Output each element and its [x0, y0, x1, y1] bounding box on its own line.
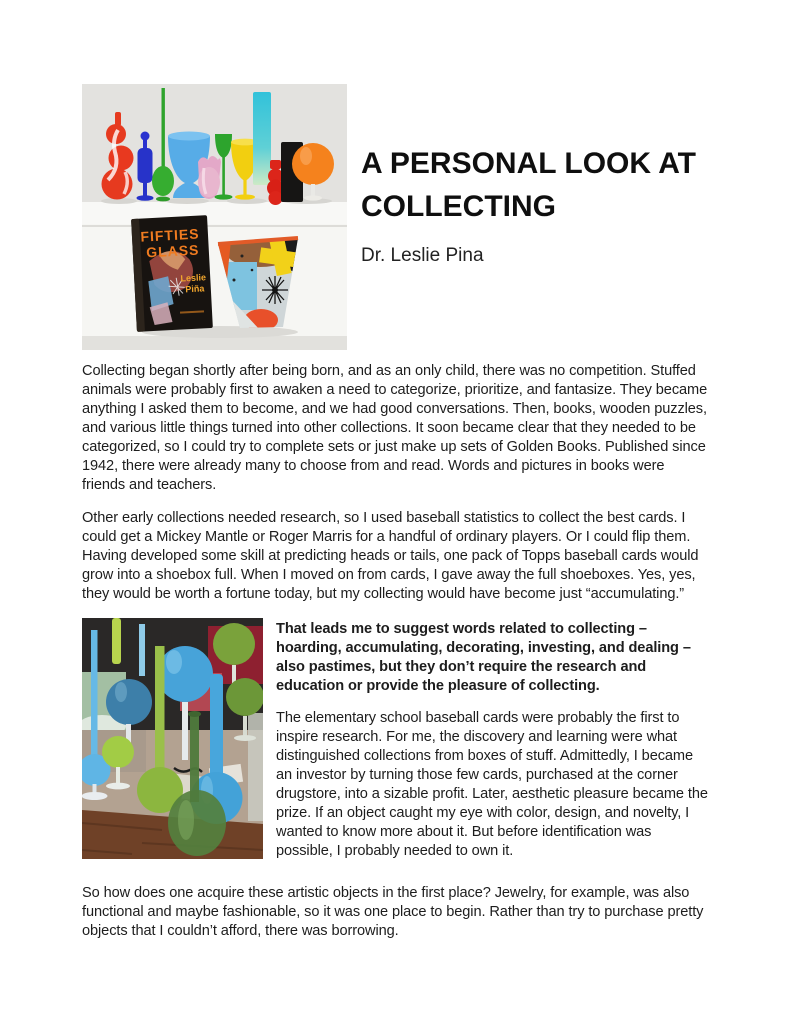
pedestal [82, 224, 347, 338]
paragraph-5: So how does one acquire these artistic objects in the first place? Jewelry, for example, was also functional and maybe fashionable, so it was one place to begin. Rather than try to purchase pretty objects that I couldn’t afford, there was borrowing. [82, 885, 704, 939]
hero-photo [82, 84, 347, 350]
byline: Dr. Leslie Pina [361, 245, 484, 266]
chartreuse-stem-vase [112, 618, 121, 664]
book-title-line1: FIFTIES [140, 225, 200, 245]
wrapped-text-column [276, 618, 710, 861]
book-author-line2: Piña [185, 283, 205, 295]
page-title: A PERSONAL LOOK AT COLLECTING [361, 147, 697, 223]
media-row [82, 618, 710, 861]
book-title-line2: GLASS [145, 241, 200, 261]
header [82, 84, 710, 350]
inline-photo [82, 618, 263, 859]
paragraph-3-bold: That leads me to suggest words related to collecting – hoarding, accumulating, decorating, investing, and dealing – also pastimes, but they don’t require the research and education or provide the pleasure of collecting. [276, 621, 691, 694]
pink-vase [198, 156, 221, 199]
paragraph-4: The elementary school baseball cards were probably the first to inspire research. For me, the discovery and learning were what distinguished collections from boxes of stuff. Admittedly, I became an investor by turning those few cards, purchased at the corner drugstore, into a sizable profit. Later, aesthetic pleasure became the prize. If an object caught my eye with color, design, and novelty, I wanted to know more about it. But before identification was possible, I probably needed to own it. [276, 710, 708, 859]
shelf [82, 202, 347, 226]
title-block [361, 84, 710, 268]
paragraph-2: Other early collections needed research, so I used baseball statistics to collect the best cards. I could get a Mickey Mantle or Roger Marris for a handful of ordinary players. Or I could flip them. Having developed some skill at predicting heads or tails, one pack of Topps baseball cards would grow into a shoebox full. When I moved on from cards, I gave away the full shoeboxes. Yes, yes, they would be worth a fortune today, but my collecting would have become just “accumulating.” [82, 510, 699, 602]
cyan-cylinder-vase [253, 92, 271, 185]
book-author-line1: Leslie [180, 272, 207, 284]
book-fifties-glass [131, 215, 213, 332]
pale-bottle [248, 713, 263, 821]
paragraph-1: Collecting began shortly after being born, and as an only child, there was no competition. Stuffed animals were probably first to awaken a need to categorize, prioritize, and fantasize. They became anything I asked them to become, and we had good conversations. Then, books, wooden puzzles, and various little things turned into other collections. It soon became clear that they needed to be categorized, so I could try to complete sets or just make up sets of Golden Books. Published since 1942, there were already many to choose from and read. Words and pictures in books were friends and teachers. [82, 363, 708, 493]
